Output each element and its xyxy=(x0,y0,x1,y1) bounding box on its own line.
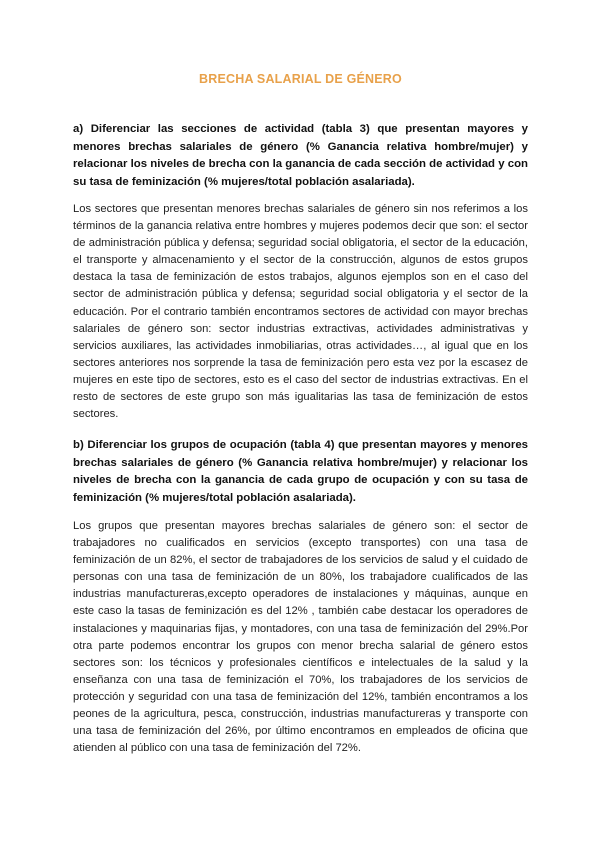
answer-b-paragraph: Los grupos que presentan mayores brechas salariales de género son: el sector de trabajadores no cualificados en servicios (excepto transportes) con una tasa de feminización de un 82%, el sector de trabajadores de los servicios de salud y el cuidado de personas con una tasa de feminización de un 80%, los trabajadore cualificados de las industrias manufactureras,excepto operadores de instalaciones y máquinas, aunque en este caso la tasas de feminización es del 12% , también cabe destacar los operadores de instalaciones y maquinarias fijas, y montadores, con una tasa de feminización del 29%.Por otra parte podemos encontrar los grupos con menor brecha salarial de género estos sectores son: los técnicos y profesionales científicos e intelectuales de la salud y la enseñanza con una tasa de feminización el 70%, los trabajadores de los servicios de protección y seguridad con una tasa de feminización del 12%, también encontramos a los peones de la agricultura, pesca, construcción, industrias manufactureras y transporte con una tasa de feminización del 26%, por último encontramos en empleados de oficina que atienden al público con una tasa de feminización del 72%. xyxy=(73,520,528,755)
question-b: b) Diferenciar los grupos de ocupación (tabla 4) que presentan mayores y menores brechas salariales de género (% Ganancia relativa hombre/mujer) y relacionar los niveles de brecha con la ganancia de cada grupo de ocupación y con su tasa de feminización (% mujeres/total población asalariada). xyxy=(73,439,528,504)
answer-a-paragraph: Los sectores que presentan menores brechas salariales de género sin nos referimos a los términos de la ganancia relativa entre hombres y mujeres podemos decir que son: el sector de administración pública y defensa; seguridad social obligatoria, el sector de la educación, el transporte y almacenamiento y el sector de la construcción, algunos de estos grupos destaca la tasa de feminización de estos trabajos, algunos ejemplos son en el caso del sector de administración pública y defensa; seguridad social obligatoria y el sector de la educación. Por el contrario también encontramos sectores de actividad con mayor brechas salariales de género son: sector industrias extractivas, actividades administrativas y servicios auxiliares, las actividades inmobiliarias, otras actividades…, al igual que en los sectores anteriores nos sorprende la tasa de feminización pero esta vez por la escasez de mujeres en este tipo de sectores, esto es el caso del sector de industrias extractivas. En el resto de sectores de este grupo son más igualitarias las tasa de feminización de estos sectores. xyxy=(73,203,528,421)
question-a: a) Diferenciar las secciones de actividad (tabla 3) que presentan mayores y menores brechas salariales de género (% Ganancia relativa hombre/mujer) y relacionar los niveles de brecha con la ganancia de cada sección de actividad y con su tasa de feminización (% mujeres/total población asalariada). xyxy=(73,123,528,188)
document-title: BRECHA SALARIAL DE GÉNERO xyxy=(199,72,402,86)
